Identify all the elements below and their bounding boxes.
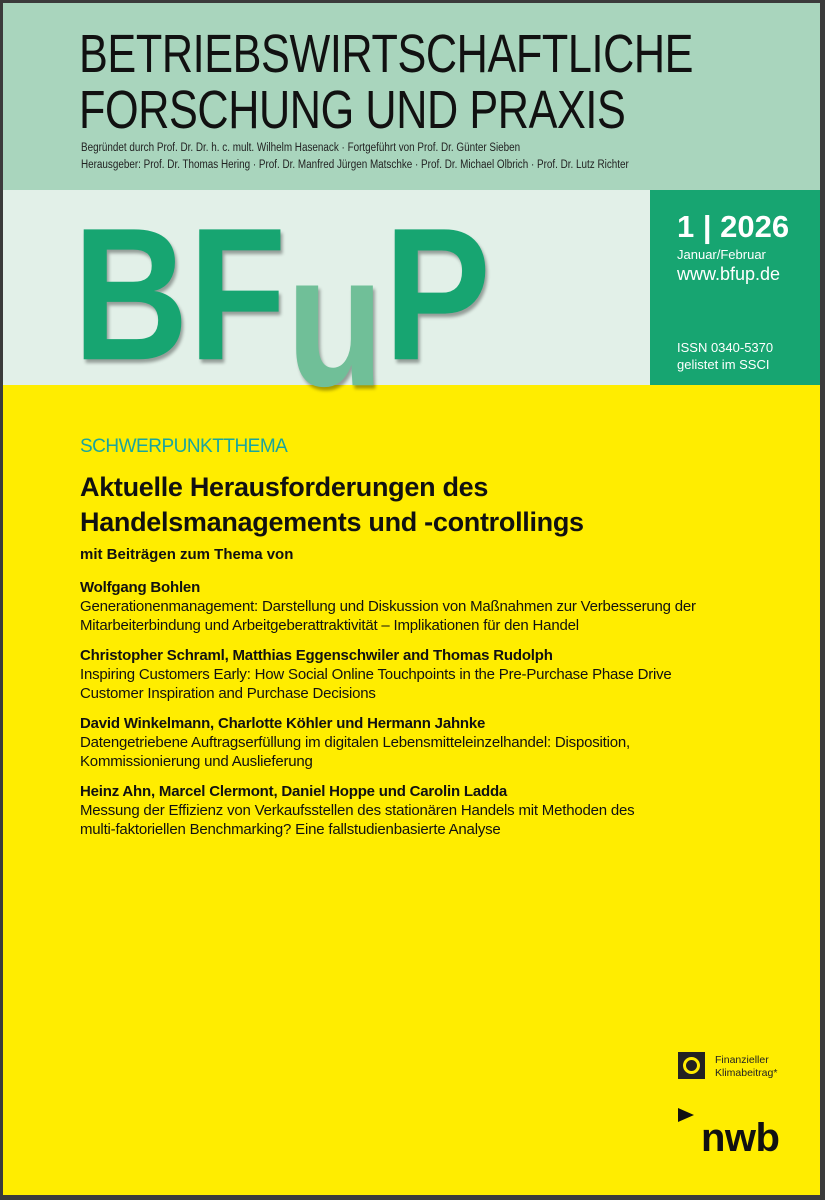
article-title: Generationenmanagement: Darstellung und Diskussion von Maßnahmen zur Verbesserung der Mitarbeiterbindung und Arbeitgeberattraktivität – Implikationen für den Handel	[80, 598, 696, 634]
article-authors: Wolfgang Bohlen	[80, 579, 201, 596]
issue-months: Januar/Februar	[677, 247, 766, 262]
article-title: Messung der Effizienz von Verkaufsstellen des stationären Handels mit Methoden des multi-faktoriellen Benchmarking? Eine fallstudienbasierte Analyse	[80, 802, 635, 838]
header-band	[3, 3, 820, 190]
climate-contribution-icon	[678, 1052, 705, 1079]
website-link[interactable]: www.bfup.de	[677, 264, 781, 284]
article-title: Datengetriebene Auftragserfüllung im digitalen Lebensmitteleinzelhandel: Disposition, Kommissionierung und Auslieferung	[80, 734, 631, 770]
intro-text: mit Beiträgen zum Thema von	[80, 546, 294, 563]
climate-contribution-label	[715, 1054, 777, 1079]
logo-letter-u: u	[286, 214, 385, 426]
headline-line2: Handelsmanagements und -controllings	[80, 507, 584, 537]
issue-box	[650, 190, 820, 385]
editors-line: Herausgeber: Prof. Dr. Thomas Hering · Prof. Dr. Manfred Jürgen Matschke · Prof. Dr. Michael Olbrich · Prof. Dr. Lutz Richter	[81, 159, 629, 171]
article-authors: David Winkelmann, Charlotte Köhler und Hermann Jahnke	[80, 715, 486, 732]
article-authors: Christopher Schraml, Matthias Eggenschwiler and Thomas Rudolph	[80, 647, 553, 664]
logo-letter-p: P	[384, 188, 491, 400]
journal-title-line2: FORSCHUNG UND PRAXIS	[79, 80, 626, 140]
climate-label-line2: Klimabeitrag*	[715, 1066, 778, 1079]
founders-line: Begründet durch Prof. Dr. Dr. h. c. mult. Wilhelm Hasenack · Fortgeführt von Prof. Dr. Günter Sieben	[81, 142, 521, 154]
article-item	[80, 646, 760, 703]
climate-label-line1: Finanzieller	[715, 1054, 769, 1066]
journal-title-line1: BETRIEBSWIRTSCHAFTLICHE	[79, 24, 694, 84]
logo-letter-f: F	[188, 188, 287, 400]
nwb-triangle-icon	[678, 1108, 694, 1122]
journal-cover	[3, 3, 820, 1195]
ssci-note: gelistet im SSCI	[677, 357, 770, 372]
article-item	[80, 578, 760, 635]
article-item	[80, 782, 760, 839]
issue-number: 1 | 2026	[677, 209, 790, 244]
section-kicker: SCHWERPUNKTTHEMA	[80, 436, 288, 457]
bfup-logo	[73, 188, 491, 426]
article-list	[80, 578, 760, 850]
article-title: Inspiring Customers Early: How Social Online Touchpoints in the Pre-Purchase Phase Drive Customer Inspiration and Purchase Decisions	[80, 666, 672, 702]
article-authors: Heinz Ahn, Marcel Clermont, Daniel Hoppe und Carolin Ladda	[80, 783, 508, 800]
headline	[80, 470, 584, 540]
headline-line1: Aktuelle Herausforderungen des	[80, 472, 489, 502]
logo-letter-b: B	[73, 188, 189, 400]
article-item	[80, 714, 760, 771]
publisher-logo: nwb	[701, 1116, 780, 1160]
issn: ISSN 0340-5370	[677, 340, 774, 355]
